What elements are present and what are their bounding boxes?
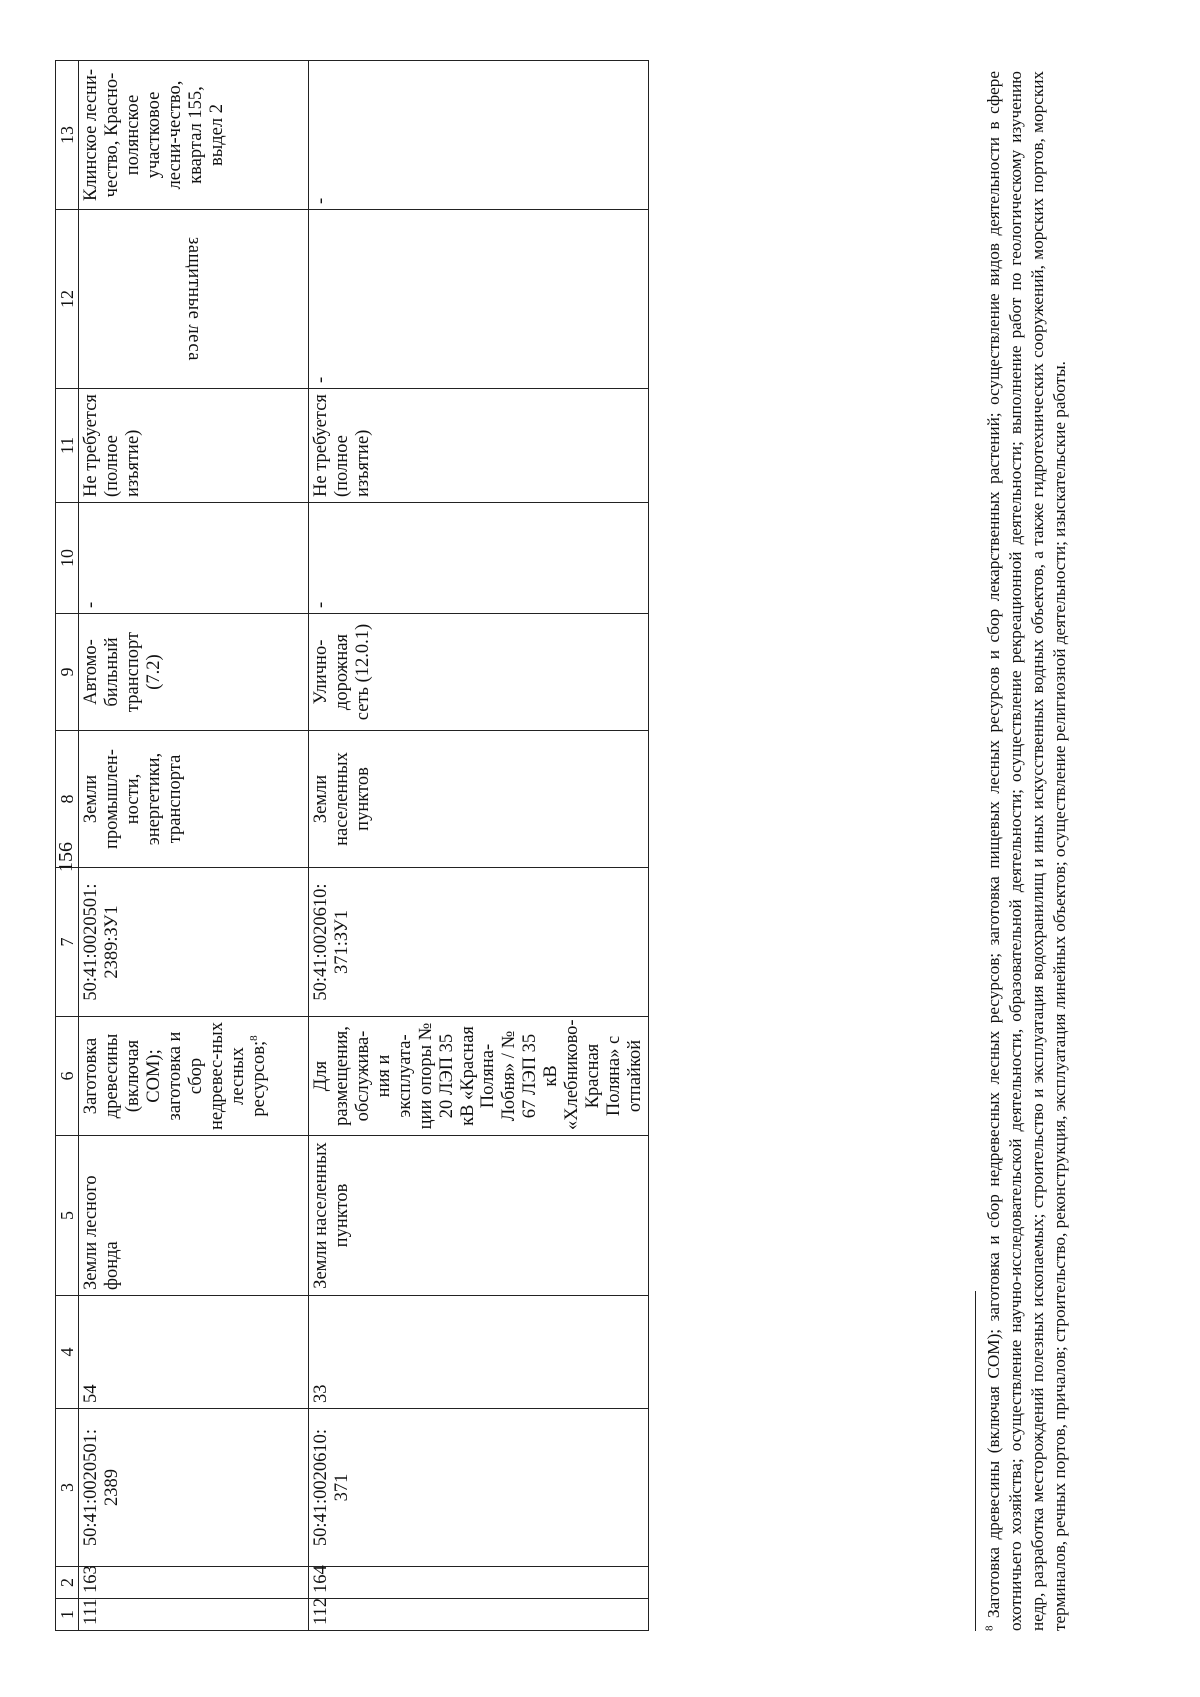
area-cell: 54 — [79, 1296, 309, 1409]
col10-cell: - — [309, 503, 649, 614]
land-category-cell: Земли лесного фонда — [79, 1136, 309, 1296]
row-number-cell: 111 — [79, 1599, 309, 1631]
table-row — [309, 61, 649, 1631]
new-plot-number-cell: 50:41:0020610: 371:ЗУ1 — [309, 868, 649, 1017]
header-cell: 8 — [56, 731, 79, 868]
new-plot-number-cell: 50:41:0020501: 2389:ЗУ1 — [79, 868, 309, 1017]
permitted-use-cell — [79, 1017, 309, 1136]
row-number-cell: 112 — [309, 1599, 649, 1631]
new-use-cell: Автомо-бильный транспорт (7.2) — [79, 614, 309, 731]
new-land-category-cell: Земли населенных пунктов — [309, 731, 649, 868]
plot-number-cell: 163 — [79, 1567, 309, 1599]
permitted-use-text: Заготовка древесины (включая СОМ); заготовка и сбор недревес-ных лесных ресурсов; — [81, 1022, 270, 1130]
header-cell: 11 — [56, 389, 79, 503]
header-cell: 6 — [56, 1017, 79, 1136]
footnote-ref: 8 — [248, 1035, 261, 1041]
table-header-row — [56, 61, 79, 1631]
header-cell: 3 — [56, 1409, 79, 1567]
header-cell: 5 — [56, 1136, 79, 1296]
header-cell: 1 — [56, 1599, 79, 1631]
cadastral-suffix: 2389 — [102, 1469, 123, 1506]
footnote-separator — [975, 1291, 976, 1631]
header-cell: 13 — [56, 61, 79, 210]
header-cell: 9 — [56, 614, 79, 731]
area-cell: 33 — [309, 1296, 649, 1409]
header-cell: 12 — [56, 210, 79, 389]
land-plots-table — [55, 60, 649, 1631]
footnote-mark: 8 — [983, 1625, 996, 1631]
header-cell: 2 — [56, 1567, 79, 1599]
new-land-category-cell: Земли промышлен-ности, энергетики, транспорта — [79, 731, 309, 868]
new-plot-suffix: 371:ЗУ1 — [332, 909, 353, 975]
new-use-cell: Улично-дорожная сеть (12.0.1) — [309, 614, 649, 731]
land-category-cell: Земли населенных пунктов — [309, 1136, 649, 1296]
permitted-use-cell: Для размещения, обслужива-ния и эксплуата-ции опоры № 20 ЛЭП 35 кВ «Красная Поляна-Лобня» / № 67 ЛЭП 35 кВ «Хлебниково-Красная Поляна» с отпайкой — [309, 1017, 649, 1136]
encumbrance-cell: Не требуется (полное изъятие) — [79, 389, 309, 503]
cadastral-number-cell: 50:41:0020501: 2389 — [79, 1409, 309, 1567]
protection-category-text: защитные леса — [184, 237, 205, 361]
cadastral-suffix: 371 — [332, 1473, 353, 1502]
cadastral-number-cell: 50:41:0020610: 371 — [309, 1409, 649, 1567]
protection-category-cell — [79, 210, 309, 389]
header-cell: 7 — [56, 868, 79, 1017]
footnote — [983, 71, 1070, 1631]
protection-category-cell: - — [309, 210, 649, 389]
encumbrance-cell: Не требуется (полное изъятие) — [309, 389, 649, 503]
footnote-text: Заготовка древесины (включая СОМ); заготовка и сбор недревесных лесных ресурсов; заготовка пищевых лесных ресурсов и сбор лекарственных растений; осуществление видов деятельности в сфере охотничьего хозяйства; осуществление научно-исследовательской деятельности, образовательной деятельности; осуществление рекреационной деятельности; выполнение работ по геологическому изучению недр, разработка месторождений полезных ископаемых; строительство и эксплуатация водохранилищ и иных искусственных водных объектов, а также гидротехнических сооружений, морских портов, морских терминалов, речных портов, причалов; строительство, реконструкция, эксплуатация линейных объектов; осуществление религиозной деятельности; изыскательские работы. — [984, 70, 1069, 1631]
header-cell: 10 — [56, 503, 79, 614]
page-number: 156 — [55, 842, 77, 872]
new-plot-suffix: 2389:ЗУ1 — [102, 905, 123, 979]
table-row — [79, 61, 309, 1631]
forestry-location-cell: Клинское лесни-чество, Красно-полянское участковое лесни-чество, квартал 155, выдел 2 — [79, 61, 309, 210]
plot-number-cell: 164 — [309, 1567, 649, 1599]
col10-cell: - — [79, 503, 309, 614]
header-cell: 4 — [56, 1296, 79, 1409]
forestry-location-cell: - — [309, 61, 649, 210]
